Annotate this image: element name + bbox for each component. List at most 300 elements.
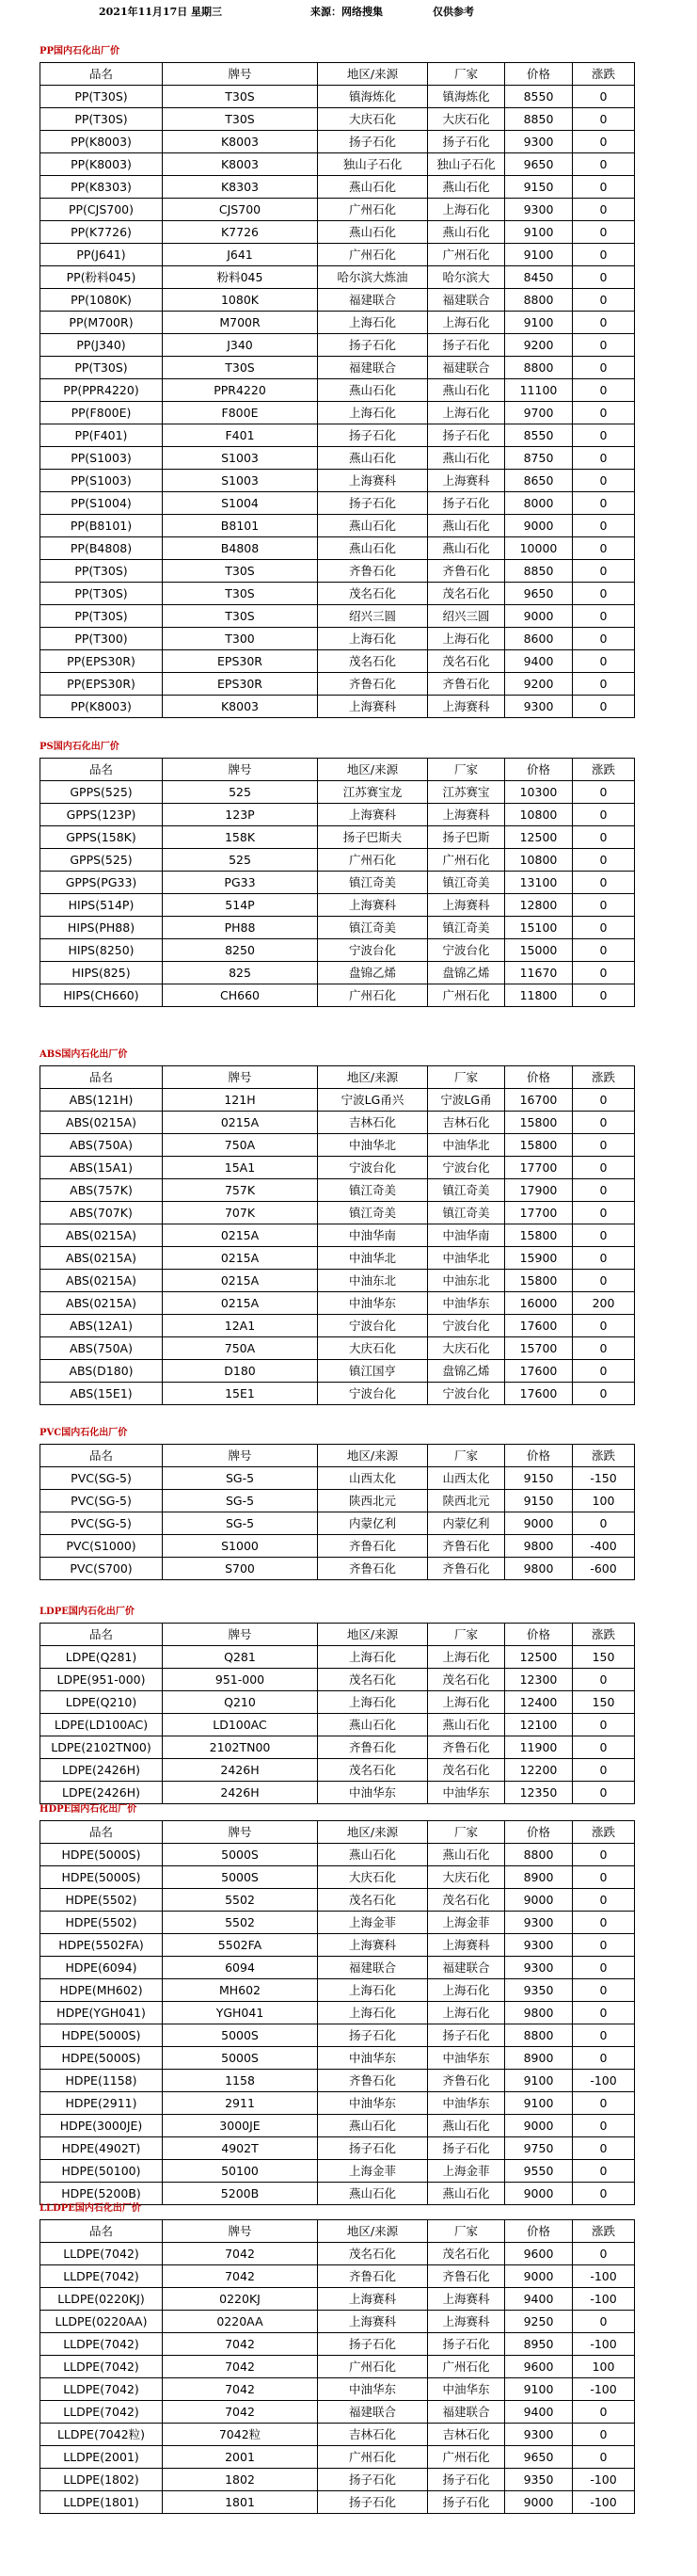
region-cell: 上海赛科 [318,894,428,917]
product-name-cell: HDPE(5000S) [40,1866,163,1889]
product-name-cell: LLDPE(1801) [40,2491,163,2514]
manufacturer-cell: 茂名石化 [428,2243,505,2265]
grade-cell: LD100AC [163,1714,318,1736]
table-row [40,2092,635,2115]
price-cell: 9800 [505,1535,573,1558]
change-cell: 0 [573,2446,635,2469]
price-cell: 9000 [505,2265,573,2288]
price-cell: 12400 [505,1691,573,1714]
manufacturer-cell: 扬子石化 [428,2491,505,2514]
price-cell: 9000 [505,605,573,628]
manufacturer-cell: 宁波LG甬 [428,1089,505,1112]
product-name-cell: PP(T30S) [40,108,163,131]
product-name-cell: GPPS(123P) [40,804,163,826]
grade-cell: 5502 [163,1889,318,1912]
change-cell: -100 [573,2288,635,2311]
table-row [40,1535,635,1558]
change-cell: 0 [573,1714,635,1736]
product-name-cell: HDPE(5502) [40,1912,163,1934]
region-cell: 镇江奇美 [318,872,428,894]
column-header: 涨跌 [573,1821,635,1844]
price-cell: 15900 [505,1247,573,1270]
price-cell: 9000 [505,1512,573,1535]
column-header: 牌号 [163,1066,318,1089]
product-name-cell: LLDPE(0220KJ) [40,2288,163,2311]
price-table [40,1065,635,1405]
change-cell: 0 [573,1315,635,1337]
table-row [40,1979,635,2002]
change-cell: 0 [573,131,635,153]
table-row [40,266,635,289]
product-name-cell: LDPE(Q281) [40,1646,163,1669]
region-cell: 宁波LG甬兴 [318,1089,428,1112]
grade-cell: PG33 [163,872,318,894]
manufacturer-cell: 广州石化 [428,244,505,266]
table-row [40,1714,635,1736]
manufacturer-cell: 独山子石化 [428,153,505,176]
change-cell: 0 [573,1202,635,1224]
change-cell: 0 [573,917,635,939]
column-header: 牌号 [163,1624,318,1646]
product-name-cell: PVC(S700) [40,1558,163,1580]
table-row [40,1157,635,1179]
manufacturer-cell: 扬子石化 [428,2137,505,2160]
grade-cell: 6094 [163,1957,318,1979]
price-cell: 12350 [505,1782,573,1804]
change-cell: 0 [573,1866,635,1889]
product-name-cell: HDPE(1158) [40,2070,163,2092]
change-cell: 0 [573,199,635,221]
region-cell: 燕山石化 [318,1844,428,1866]
change-cell: -600 [573,1558,635,1580]
table-row [40,804,635,826]
table-row [40,244,635,266]
grade-cell: M700R [163,312,318,334]
change-cell: 0 [573,1669,635,1691]
change-cell: -100 [573,2469,635,2491]
region-cell: 扬子石化 [318,424,428,447]
manufacturer-cell: 大庆石化 [428,1337,505,1360]
region-cell: 绍兴三圆 [318,605,428,628]
grade-cell: 4902T [163,2137,318,2160]
manufacturer-cell: 内蒙亿利 [428,1512,505,1535]
region-cell: 茂名石化 [318,1889,428,1912]
table-row [40,962,635,984]
price-cell: 9100 [505,312,573,334]
grade-cell: 5000S [163,2047,318,2070]
region-cell: 齐鲁石化 [318,2070,428,2092]
grade-cell: PH88 [163,917,318,939]
grade-cell: 2911 [163,2092,318,2115]
table-row [40,2115,635,2137]
table-row [40,894,635,917]
grade-cell: 7042 [163,2333,318,2356]
column-header: 厂家 [428,63,505,86]
column-header: 品名 [40,63,163,86]
price-cell: 8800 [505,357,573,379]
grade-cell: 121H [163,1089,318,1112]
change-cell: 0 [573,1134,635,1157]
region-cell: 广州石化 [318,849,428,872]
table-row [40,1202,635,1224]
product-name-cell: LDPE(Q210) [40,1691,163,1714]
change-cell: 100 [573,1490,635,1512]
grade-cell: T300 [163,628,318,650]
region-cell: 齐鲁石化 [318,2265,428,2288]
region-cell: 茂名石化 [318,1759,428,1782]
grade-cell: 0215A [163,1292,318,1315]
region-cell: 中油华北 [318,1247,428,1270]
table-header-row [40,1445,635,1467]
grade-cell: S1003 [163,470,318,492]
table-row [40,2288,635,2311]
product-name-cell: PP(T30S) [40,86,163,108]
manufacturer-cell: 扬子石化 [428,424,505,447]
column-header: 品名 [40,1821,163,1844]
price-cell: 9400 [505,650,573,673]
product-name-cell: ABS(0215A) [40,1270,163,1292]
table-row [40,1467,635,1490]
table-row [40,424,635,447]
table-row [40,2356,635,2378]
product-name-cell: ABS(15E1) [40,1383,163,1405]
product-name-cell: HDPE(5200B) [40,2183,163,2205]
price-cell: 17900 [505,1179,573,1202]
manufacturer-cell: 中油华东 [428,2092,505,2115]
price-cell: 8800 [505,289,573,312]
table-row [40,2002,635,2024]
grade-cell: 12A1 [163,1315,318,1337]
region-cell: 上海赛科 [318,2288,428,2311]
region-cell: 上海石化 [318,402,428,424]
column-header: 价格 [505,1624,573,1646]
region-cell: 扬子石化 [318,2333,428,2356]
table-row [40,826,635,849]
region-cell: 扬子石化 [318,334,428,357]
change-cell: 0 [573,1979,635,2002]
region-cell: 中油华东 [318,1782,428,1804]
table-row [40,2378,635,2401]
change-cell: 0 [573,1782,635,1804]
price-cell: 9300 [505,131,573,153]
grade-cell: 15E1 [163,1383,318,1405]
manufacturer-cell: 广州石化 [428,2356,505,2378]
column-header: 价格 [505,63,573,86]
grade-cell: CH660 [163,984,318,1007]
manufacturer-cell: 福建联合 [428,2401,505,2424]
table-row [40,560,635,583]
region-cell: 燕山石化 [318,1714,428,1736]
grade-cell: 0220AA [163,2311,318,2333]
table-row [40,470,635,492]
grade-cell: 123P [163,804,318,826]
section-title: ABS国内石化出厂价 [40,1049,128,1060]
column-header: 厂家 [428,759,505,781]
grade-cell: 514P [163,894,318,917]
table-row [40,2401,635,2424]
manufacturer-cell: 镇江奇美 [428,917,505,939]
price-cell: 15000 [505,939,573,962]
region-cell: 燕山石化 [318,2183,428,2205]
grade-cell: 15A1 [163,1157,318,1179]
report-note: 仅供参考 [433,6,474,18]
manufacturer-cell: 中油华东 [428,2378,505,2401]
change-cell: 0 [573,1736,635,1759]
change-cell: 200 [573,1292,635,1315]
table-row [40,1912,635,1934]
manufacturer-cell: 大庆石化 [428,1866,505,1889]
price-cell: 15100 [505,917,573,939]
table-row [40,1134,635,1157]
table-row [40,917,635,939]
table-row [40,312,635,334]
change-cell: 0 [573,781,635,804]
region-cell: 福建联合 [318,1957,428,1979]
region-cell: 江苏赛宝龙 [318,781,428,804]
column-header: 价格 [505,1066,573,1089]
price-cell: 12300 [505,1669,573,1691]
change-cell: 0 [573,1912,635,1934]
manufacturer-cell: 上海石化 [428,1646,505,1669]
table-row [40,515,635,537]
table-row [40,199,635,221]
manufacturer-cell: 齐鲁石化 [428,2265,505,2288]
change-cell: 0 [573,2401,635,2424]
manufacturer-cell: 燕山石化 [428,379,505,402]
price-cell: 8800 [505,2024,573,2047]
column-header: 价格 [505,1821,573,1844]
manufacturer-cell: 扬子石化 [428,2333,505,2356]
price-cell: 9150 [505,176,573,199]
grade-cell: 8250 [163,939,318,962]
change-cell: 0 [573,1270,635,1292]
grade-cell: T30S [163,86,318,108]
section-title: LDPE国内石化出厂价 [40,1607,135,1617]
price-cell: 12800 [505,894,573,917]
change-cell: 0 [573,1889,635,1912]
grade-cell: K8303 [163,176,318,199]
change-cell: -150 [573,1467,635,1490]
product-name-cell: ABS(0215A) [40,1224,163,1247]
region-cell: 福建联合 [318,2401,428,2424]
table-row [40,334,635,357]
column-header: 品名 [40,1624,163,1646]
grade-cell: 7042 [163,2378,318,2401]
report-date: 2021年11月17日 星期三 [99,6,223,18]
region-cell: 燕山石化 [318,221,428,244]
price-cell: 9100 [505,2092,573,2115]
region-cell: 中油东北 [318,1270,428,1292]
grade-cell: T30S [163,108,318,131]
region-cell: 哈尔滨大炼油 [318,266,428,289]
table-row [40,1224,635,1247]
grade-cell: SG-5 [163,1512,318,1535]
manufacturer-cell: 吉林石化 [428,2424,505,2446]
manufacturer-cell: 镇江奇美 [428,1202,505,1224]
column-header: 涨跌 [573,1624,635,1646]
manufacturer-cell: 吉林石化 [428,1112,505,1134]
product-name-cell: PP(S1004) [40,492,163,515]
grade-cell: 5000S [163,1866,318,1889]
product-name-cell: ABS(707K) [40,1202,163,1224]
price-cell: 9150 [505,1490,573,1512]
manufacturer-cell: 扬子石化 [428,2024,505,2047]
change-cell: 0 [573,894,635,917]
change-cell: 0 [573,2243,635,2265]
change-cell: 0 [573,176,635,199]
product-name-cell: LLDPE(0220AA) [40,2311,163,2333]
column-header: 涨跌 [573,2220,635,2243]
change-cell: -100 [573,2491,635,2514]
table-row [40,402,635,424]
region-cell: 上海石化 [318,2002,428,2024]
price-cell: 9300 [505,1957,573,1979]
change-cell: 0 [573,872,635,894]
region-cell: 上海赛科 [318,804,428,826]
column-header: 厂家 [428,1624,505,1646]
product-name-cell: PP(T30S) [40,357,163,379]
region-cell: 燕山石化 [318,176,428,199]
table-row [40,1270,635,1292]
table-header-row [40,1066,635,1089]
grade-cell: K8003 [163,131,318,153]
price-cell: 9000 [505,2115,573,2137]
region-cell: 中油华东 [318,2378,428,2401]
region-cell: 上海金菲 [318,2160,428,2183]
region-cell: 广州石化 [318,984,428,1007]
manufacturer-cell: 燕山石化 [428,2183,505,2205]
column-header: 价格 [505,759,573,781]
price-cell: 15800 [505,1134,573,1157]
product-name-cell: PP(1080K) [40,289,163,312]
table-row [40,1315,635,1337]
price-cell: 9200 [505,673,573,696]
change-cell: 0 [573,266,635,289]
table-row [40,153,635,176]
product-name-cell: PP(粉料045) [40,266,163,289]
table-row [40,1247,635,1270]
table-row [40,2137,635,2160]
change-cell: 0 [573,673,635,696]
table-row [40,1360,635,1383]
price-cell: 9650 [505,2446,573,2469]
column-header: 地区/来源 [318,63,428,86]
manufacturer-cell: 福建联合 [428,1957,505,1979]
change-cell: 0 [573,1112,635,1134]
table-row [40,537,635,560]
manufacturer-cell: 茂名石化 [428,1889,505,1912]
price-cell: 10000 [505,537,573,560]
table-row [40,2469,635,2491]
table-row [40,1112,635,1134]
manufacturer-cell: 上海赛科 [428,804,505,826]
column-header: 牌号 [163,1821,318,1844]
manufacturer-cell: 上海金菲 [428,1912,505,1934]
price-cell: 9300 [505,696,573,718]
grade-cell: J340 [163,334,318,357]
manufacturer-cell: 宁波台化 [428,939,505,962]
manufacturer-cell: 燕山石化 [428,221,505,244]
manufacturer-cell: 扬子巴斯 [428,826,505,849]
manufacturer-cell: 福建联合 [428,357,505,379]
section-ldpe [40,1602,634,1804]
region-cell: 中油华北 [318,1134,428,1157]
column-header: 地区/来源 [318,1624,428,1646]
product-name-cell: PP(S1003) [40,447,163,470]
region-cell: 燕山石化 [318,2115,428,2137]
product-name-cell: PP(EPS30R) [40,650,163,673]
price-cell: 9550 [505,2160,573,2183]
manufacturer-cell: 中油华北 [428,1247,505,1270]
table-row [40,2070,635,2092]
manufacturer-cell: 燕山石化 [428,2115,505,2137]
grade-cell: 5200B [163,2183,318,2205]
region-cell: 上海赛科 [318,2311,428,2333]
change-cell: -100 [573,2265,635,2288]
table-row [40,2311,635,2333]
page-header [0,0,697,21]
grade-cell: 1158 [163,2070,318,2092]
grade-cell: 50100 [163,2160,318,2183]
column-header: 涨跌 [573,1445,635,1467]
price-cell: 9000 [505,2491,573,2514]
price-cell: 15800 [505,1270,573,1292]
table-row [40,2243,635,2265]
table-row [40,696,635,718]
table-row [40,2265,635,2288]
grade-cell: 525 [163,781,318,804]
change-cell: 0 [573,289,635,312]
grade-cell: 7042 [163,2356,318,2378]
region-cell: 上海赛科 [318,1934,428,1957]
grade-cell: J641 [163,244,318,266]
price-cell: 12100 [505,1714,573,1736]
price-cell: 15800 [505,1112,573,1134]
price-cell: 9300 [505,199,573,221]
change-cell: 150 [573,1646,635,1669]
grade-cell: 525 [163,849,318,872]
product-name-cell: PP(M700R) [40,312,163,334]
change-cell: 0 [573,312,635,334]
manufacturer-cell: 燕山石化 [428,1714,505,1736]
product-name-cell: HIPS(825) [40,962,163,984]
product-name-cell: PP(S1003) [40,470,163,492]
product-name-cell: ABS(121H) [40,1089,163,1112]
grade-cell: D180 [163,1360,318,1383]
manufacturer-cell: 上海石化 [428,628,505,650]
price-cell: 13100 [505,872,573,894]
price-cell: 8000 [505,492,573,515]
manufacturer-cell: 燕山石化 [428,1844,505,1866]
price-cell: 9650 [505,153,573,176]
manufacturer-cell: 上海石化 [428,199,505,221]
price-cell: 9100 [505,244,573,266]
manufacturer-cell: 上海赛科 [428,2311,505,2333]
region-cell: 上海赛科 [318,696,428,718]
table-header-row [40,63,635,86]
manufacturer-cell: 镇江奇美 [428,1179,505,1202]
grade-cell: B4808 [163,537,318,560]
region-cell: 上海石化 [318,628,428,650]
region-cell: 广州石化 [318,2356,428,2378]
price-cell: 9000 [505,2183,573,2205]
manufacturer-cell: 上海石化 [428,402,505,424]
grade-cell: S1004 [163,492,318,515]
region-cell: 镇江奇美 [318,1179,428,1202]
change-cell: -100 [573,2378,635,2401]
manufacturer-cell: 哈尔滨大 [428,266,505,289]
change-cell: 0 [573,1224,635,1247]
